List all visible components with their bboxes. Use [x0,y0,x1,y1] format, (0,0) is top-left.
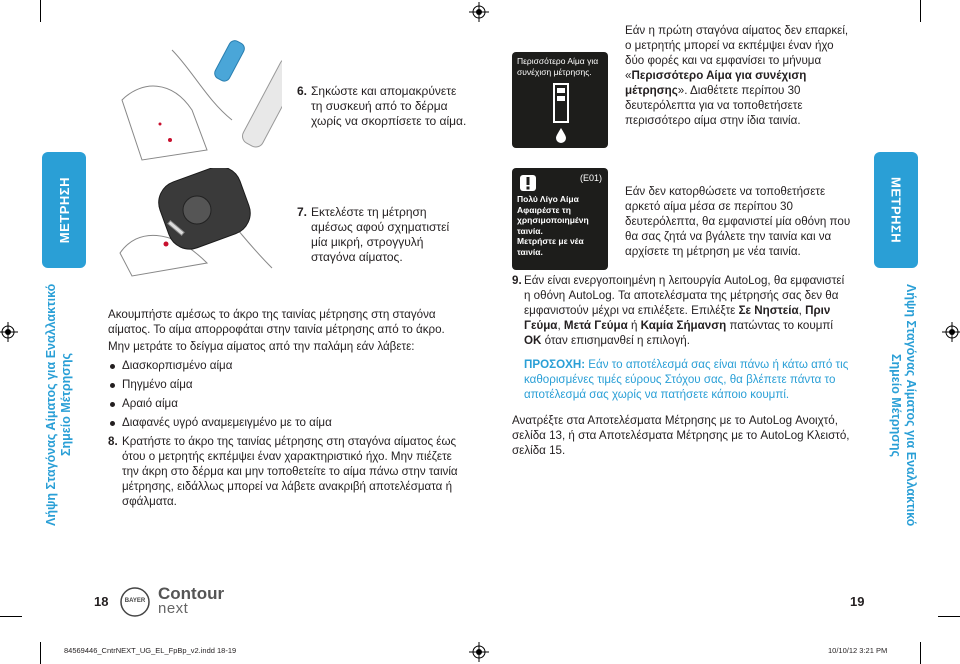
bullet-item: Διασκορπισμένο αίμα [108,358,458,373]
screen2-explanation: Εάν δεν κατορθώσετε να τοποθετήσετε αρκετό αίμα μέσα σε περίπου 30 δευτερόλεπτα, θα εμφανιστεί μία οθόνη που θα σας ζητά να βγάλετε την ταινία και να αρχίσετε τη μέτρηση με νέα ταινία. [625,185,851,258]
screen-title: Περισσότερο Αίμα για συνέχιση μέτρησης. [517,56,599,77]
registration-mark-icon [469,2,489,22]
screen-line: Αφαιρέστε τη χρησιμοποιημένη ταινία. [517,204,589,236]
step-number: 7. [297,205,308,219]
step-8 [108,434,458,509]
warning-icon [519,174,537,192]
error-code: (E01) [579,173,602,183]
logo-text: Contour [158,584,225,603]
side-running-title-left: Λήψη Σταγόνας Αίματος για Εναλλακτικό Σημείο Μέτρησης [44,283,73,527]
step-number: 8. [108,435,118,448]
screen1-explanation: Εάν η πρώτη σταγόνα αίματος δεν επαρκεί, ο μετρητής μπορεί να εκπέμψει έναν ήχο δύο φορές και να εμφανίσει το μήνυμα «Περισσότερο Αίμα για συνέχιση μέτρησης». Διαθέτετε περίπου 30 δευτερόλεπτα για να τοποθετήσετε περισσότερο αίμα στην ίδια ταινία. [625,24,849,127]
page-number-left: 18 [94,594,109,609]
bullet-item: Διαφανές υγρό αναμεμειγμένο με το αίμα [108,415,458,430]
meter-screen-more-blood [512,52,608,148]
meter-palm-illustration [112,168,282,278]
caution-label: ΠΡΟΣΟΧΗ: [524,358,586,371]
step-9: 9. Εάν είναι ενεργοποιημένη η λειτουργία AutoLog, θα εμφανιστεί η οθόνη AutoLog. Τα αποτελέσματα της μέτρησής σας δεν θα εμφανιστούν μέχρι να επιλέξετε. Επιλέξτε Σε Νηστεία, Πριν Γεύμα, Μετά Γεύμα ή Καμία Σήμανση πατώντας το κουμπί OK όταν επισημανθεί η επιλογή. ΠΡΟΣΟΧΗ: Εάν το αποτέλεσμά σας είναι πάνω ή κάτω από τις καθορισμένες τιμές εύρους Στόχου σας, θα βλέπετε πάντα το αποτέλεσμά σας χωρίς να πατήσετε κάποιο κουμπί. Ανατρέξτε στα Αποτελέσματα Μέτρησης με το AutoLog Ανοιχτό, σελίδα 13, ή στα Αποτελέσματα Μέτρησης με το AutoLog Κλειστό, σελίδα 15. [512,273,852,458]
left-body-text [108,307,458,509]
registration-mark-icon [0,322,18,342]
bullet-item: Πηγμένο αίμα [108,377,458,392]
registration-mark-icon [942,322,960,342]
section-tab-right [874,152,918,268]
crop-mark [938,616,960,617]
crop-mark [920,642,921,664]
contour-next-logo [158,585,224,616]
step-number: 6. [297,84,308,98]
step-7 [297,205,469,265]
step-text: Κρατήστε το άκρο της ταινίας μέτρησης στη σταγόνα αίματος έως ότου ο μετρητής εκπέμψει έναν χαρακτηριστικό ήχο. Μην πιέζετε την άκρη στο δέρμα και μην τοποθετείτε το αίμα πάνω στην ταινία μέτρησης, ειδάλλως μπορεί να λάβετε ανακριβή αποτελέσματα ή σφάλματα. [122,435,458,508]
logo-text: next [158,600,189,617]
section-tab-label: ΜΕΤΡΗΣΗ [888,176,904,244]
section-tab-left [42,152,86,268]
bayer-logo [120,587,150,617]
bullet-item: Αραιό αίμα [108,396,458,411]
screen-line: Μετρήστε με νέα ταινία. [517,236,584,257]
paragraph: Ακουμπήστε αμέσως το άκρο της ταινίας μέτρησης στη σταγόνα αίματος. Το αίμα απορροφάται στην ταινία μέτρησης από το άκρο. [108,308,445,336]
print-slug-left: 84569446_CntrNEXT_UG_EL_FpBp_v2.indd 18-19 [64,646,237,655]
crop-mark [920,0,921,22]
section-tab-label: ΜΕΤΡΗΣΗ [56,176,72,244]
reference-text: Ανατρέξτε στα Αποτελέσματα Μέτρησης με το AutoLog Ανοιχτό, σελίδα 13, ή στα Αποτελέσματα Μέτρησης με το AutoLog Κλειστό, σελίδα 15. [512,414,850,457]
print-slug-right: 10/10/12 3:21 PM [828,646,888,655]
crop-mark [40,642,41,664]
crop-mark [0,616,22,617]
paragraph: Μην μετράτε το δείγμα αίματος από την παλάμη εάν λάβετε: [108,340,415,353]
crop-mark [40,0,41,22]
registration-mark-icon [469,642,489,662]
side-running-title-right: Λήψη Σταγόνας Αίματος για Εναλλακτικό Σημείο Μέτρησης [889,283,918,527]
logo-text: BAYER [124,598,146,604]
step-text: Σηκώστε και απομακρύνετε τη συσκευή από το δέρμα χωρίς να σκορπίσετε το αίμα. [311,84,467,128]
screen-line: Πολύ Λίγο Αίμα [517,194,579,204]
meter-screen-error-e01 [512,168,608,270]
test-strip-icon [550,82,572,144]
lancing-device-illustration [112,40,282,168]
page-number-right: 19 [850,594,865,609]
step-number: 9. [512,274,522,287]
step-text: Εκτελέστε τη μέτρηση αμέσως αφού σχηματιστεί μία μικρή, στρογγυλή σταγόνα αίματος. [311,205,450,264]
caution-note: ΠΡΟΣΟΧΗ: Εάν το αποτέλεσμά σας είναι πάνω ή κάτω από τις καθορισμένες τιμές εύρους Στόχου σας, θα βλέπετε πάντα το αποτέλεσμά σας χωρίς να πατήσετε κάποιο κουμπί. [524,358,849,401]
step-6 [297,84,469,129]
